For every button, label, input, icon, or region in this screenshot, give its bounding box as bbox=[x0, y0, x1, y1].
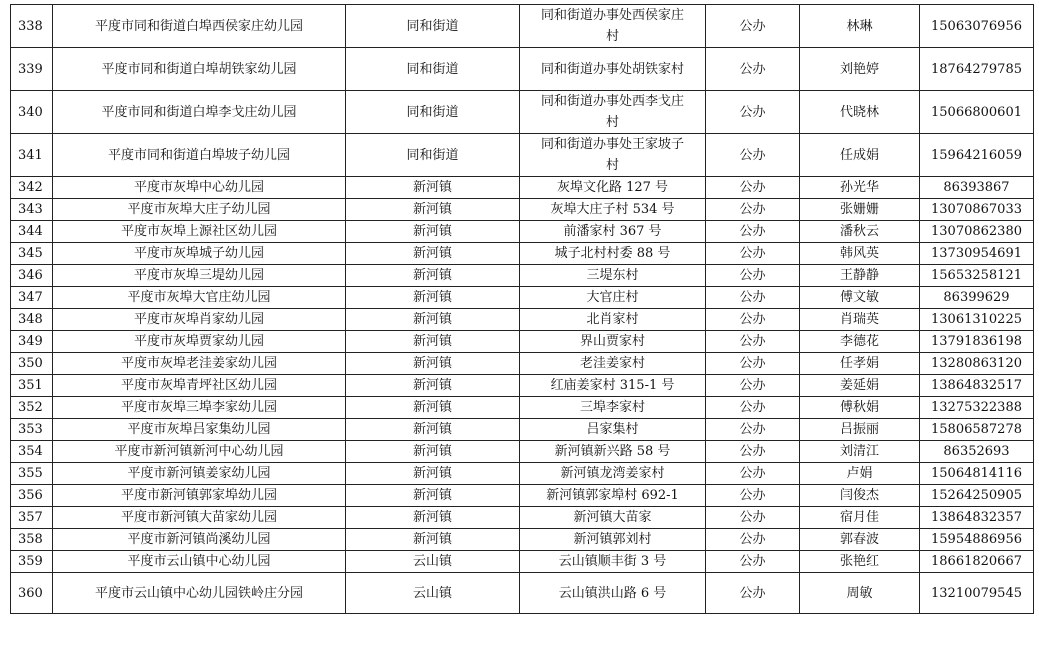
school-type-cell: 公办 bbox=[706, 199, 800, 221]
kindergarten-name-cell: 平度市灰埠三埠李家幼儿园 bbox=[53, 397, 346, 419]
kindergarten-name-cell: 平度市同和街道白埠李戈庄幼儿园 bbox=[53, 91, 346, 134]
contact-person-cell: 代晓林 bbox=[800, 91, 920, 134]
town-name-cell: 新河镇 bbox=[346, 507, 520, 529]
address-cell: 城子北村村委 88 号 bbox=[520, 243, 706, 265]
phone-number-cell: 13730954691 bbox=[920, 243, 1034, 265]
contact-person-cell: 王静静 bbox=[800, 265, 920, 287]
kindergarten-name-cell: 平度市灰埠大官庄幼儿园 bbox=[53, 287, 346, 309]
phone-number-cell: 13864832517 bbox=[920, 375, 1034, 397]
address-cell: 灰埠大庄子村 534 号 bbox=[520, 199, 706, 221]
row-number-cell: 357 bbox=[11, 507, 53, 529]
table-row bbox=[11, 463, 1034, 485]
table-row bbox=[11, 199, 1034, 221]
town-name-cell: 云山镇 bbox=[346, 551, 520, 573]
contact-person-cell: 林琳 bbox=[800, 5, 920, 48]
table-row bbox=[11, 265, 1034, 287]
table-row bbox=[11, 5, 1034, 48]
town-name-cell: 同和街道 bbox=[346, 91, 520, 134]
table-row bbox=[11, 353, 1034, 375]
address-cell: 新河镇郭家埠村 692-1 bbox=[520, 485, 706, 507]
phone-number-cell: 13275322388 bbox=[920, 397, 1034, 419]
address-cell: 同和街道办事处王家坡子村 bbox=[520, 134, 706, 177]
table-row bbox=[11, 91, 1034, 134]
table-row bbox=[11, 134, 1034, 177]
address-cell: 前潘家村 367 号 bbox=[520, 221, 706, 243]
phone-number-cell: 86399629 bbox=[920, 287, 1034, 309]
kindergarten-name-cell: 平度市同和街道白埠坡子幼儿园 bbox=[53, 134, 346, 177]
school-type-cell: 公办 bbox=[706, 91, 800, 134]
kindergarten-name-cell: 平度市新河镇郭家埠幼儿园 bbox=[53, 485, 346, 507]
town-name-cell: 新河镇 bbox=[346, 485, 520, 507]
town-name-cell: 新河镇 bbox=[346, 419, 520, 441]
school-type-cell: 公办 bbox=[706, 419, 800, 441]
kindergarten-name-cell: 平度市新河镇大苗家幼儿园 bbox=[53, 507, 346, 529]
kindergarten-name-cell: 平度市云山镇中心幼儿园 bbox=[53, 551, 346, 573]
phone-number-cell: 13210079545 bbox=[920, 573, 1034, 614]
kindergarten-name-cell: 平度市新河镇新河中心幼儿园 bbox=[53, 441, 346, 463]
row-number-cell: 360 bbox=[11, 573, 53, 614]
town-name-cell: 新河镇 bbox=[346, 199, 520, 221]
contact-person-cell: 刘艳婷 bbox=[800, 48, 920, 91]
row-number-cell: 359 bbox=[11, 551, 53, 573]
address-cell: 同和街道办事处胡铁家村 bbox=[520, 48, 706, 91]
table-row bbox=[11, 221, 1034, 243]
table-row bbox=[11, 309, 1034, 331]
phone-number-cell: 13070862380 bbox=[920, 221, 1034, 243]
contact-person-cell: 宿月佳 bbox=[800, 507, 920, 529]
contact-person-cell: 傅秋娟 bbox=[800, 397, 920, 419]
row-number-cell: 354 bbox=[11, 441, 53, 463]
row-number-cell: 341 bbox=[11, 134, 53, 177]
address-cell: 北肖家村 bbox=[520, 309, 706, 331]
address-cell: 红庙姜家村 315-1 号 bbox=[520, 375, 706, 397]
kindergarten-name-cell: 平度市灰埠上源社区幼儿园 bbox=[53, 221, 346, 243]
school-type-cell: 公办 bbox=[706, 529, 800, 551]
contact-person-cell: 张艳红 bbox=[800, 551, 920, 573]
address-cell: 新河镇龙湾姜家村 bbox=[520, 463, 706, 485]
contact-person-cell: 潘秋云 bbox=[800, 221, 920, 243]
address-cell: 大官庄村 bbox=[520, 287, 706, 309]
town-name-cell: 新河镇 bbox=[346, 441, 520, 463]
row-number-cell: 348 bbox=[11, 309, 53, 331]
town-name-cell: 新河镇 bbox=[346, 287, 520, 309]
kindergarten-name-cell: 平度市新河镇尚溪幼儿园 bbox=[53, 529, 346, 551]
row-number-cell: 358 bbox=[11, 529, 53, 551]
address-cell: 吕家集村 bbox=[520, 419, 706, 441]
school-type-cell: 公办 bbox=[706, 134, 800, 177]
row-number-cell: 350 bbox=[11, 353, 53, 375]
town-name-cell: 新河镇 bbox=[346, 375, 520, 397]
town-name-cell: 新河镇 bbox=[346, 529, 520, 551]
address-cell: 界山贾家村 bbox=[520, 331, 706, 353]
town-name-cell: 新河镇 bbox=[346, 243, 520, 265]
school-type-cell: 公办 bbox=[706, 331, 800, 353]
contact-person-cell: 闫俊杰 bbox=[800, 485, 920, 507]
contact-person-cell: 傅文敏 bbox=[800, 287, 920, 309]
row-number-cell: 353 bbox=[11, 419, 53, 441]
row-number-cell: 352 bbox=[11, 397, 53, 419]
contact-person-cell: 任成娟 bbox=[800, 134, 920, 177]
town-name-cell: 同和街道 bbox=[346, 134, 520, 177]
table-row bbox=[11, 243, 1034, 265]
kindergarten-name-cell: 平度市灰埠城子幼儿园 bbox=[53, 243, 346, 265]
kindergarten-name-cell: 平度市同和街道白埠西侯家庄幼儿园 bbox=[53, 5, 346, 48]
contact-person-cell: 任孝娟 bbox=[800, 353, 920, 375]
school-type-cell: 公办 bbox=[706, 375, 800, 397]
contact-person-cell: 孙光华 bbox=[800, 177, 920, 199]
row-number-cell: 355 bbox=[11, 463, 53, 485]
contact-person-cell: 郭春波 bbox=[800, 529, 920, 551]
kindergarten-name-cell: 平度市灰埠中心幼儿园 bbox=[53, 177, 346, 199]
town-name-cell: 新河镇 bbox=[346, 397, 520, 419]
contact-person-cell: 李德花 bbox=[800, 331, 920, 353]
school-type-cell: 公办 bbox=[706, 243, 800, 265]
row-number-cell: 342 bbox=[11, 177, 53, 199]
contact-person-cell: 肖瑞英 bbox=[800, 309, 920, 331]
address-cell: 老洼姜家村 bbox=[520, 353, 706, 375]
kindergarten-name-cell: 平度市灰埠贾家幼儿园 bbox=[53, 331, 346, 353]
phone-number-cell: 18661820667 bbox=[920, 551, 1034, 573]
town-name-cell: 云山镇 bbox=[346, 573, 520, 614]
address-cell: 同和街道办事处西侯家庄村 bbox=[520, 5, 706, 48]
row-number-cell: 345 bbox=[11, 243, 53, 265]
phone-number-cell: 15954886956 bbox=[920, 529, 1034, 551]
row-number-cell: 346 bbox=[11, 265, 53, 287]
kindergarten-table bbox=[10, 4, 1034, 614]
kindergarten-name-cell: 平度市同和街道白埠胡铁家幼儿园 bbox=[53, 48, 346, 91]
phone-number-cell: 13061310225 bbox=[920, 309, 1034, 331]
row-number-cell: 338 bbox=[11, 5, 53, 48]
address-cell: 云山镇洪山路 6 号 bbox=[520, 573, 706, 614]
table-body bbox=[11, 5, 1034, 614]
phone-number-cell: 13280863120 bbox=[920, 353, 1034, 375]
phone-number-cell: 15964216059 bbox=[920, 134, 1034, 177]
phone-number-cell: 13791836198 bbox=[920, 331, 1034, 353]
address-cell: 新河镇新兴路 58 号 bbox=[520, 441, 706, 463]
town-name-cell: 同和街道 bbox=[346, 5, 520, 48]
contact-person-cell: 周敏 bbox=[800, 573, 920, 614]
phone-number-cell: 15653258121 bbox=[920, 265, 1034, 287]
school-type-cell: 公办 bbox=[706, 507, 800, 529]
kindergarten-name-cell: 平度市灰埠肖家幼儿园 bbox=[53, 309, 346, 331]
address-cell: 同和街道办事处西李戈庄村 bbox=[520, 91, 706, 134]
phone-number-cell: 13864832357 bbox=[920, 507, 1034, 529]
row-number-cell: 344 bbox=[11, 221, 53, 243]
table-row bbox=[11, 441, 1034, 463]
contact-person-cell: 姜延娟 bbox=[800, 375, 920, 397]
kindergarten-name-cell: 平度市灰埠老洼姜家幼儿园 bbox=[53, 353, 346, 375]
table-row bbox=[11, 375, 1034, 397]
row-number-cell: 351 bbox=[11, 375, 53, 397]
school-type-cell: 公办 bbox=[706, 463, 800, 485]
row-number-cell: 347 bbox=[11, 287, 53, 309]
school-type-cell: 公办 bbox=[706, 221, 800, 243]
address-cell: 新河镇郭刘村 bbox=[520, 529, 706, 551]
table-row bbox=[11, 573, 1034, 614]
school-type-cell: 公办 bbox=[706, 485, 800, 507]
phone-number-cell: 15064814116 bbox=[920, 463, 1034, 485]
table-row bbox=[11, 48, 1034, 91]
school-type-cell: 公办 bbox=[706, 265, 800, 287]
phone-number-cell: 13070867033 bbox=[920, 199, 1034, 221]
phone-number-cell: 86352693 bbox=[920, 441, 1034, 463]
phone-number-cell: 15066800601 bbox=[920, 91, 1034, 134]
town-name-cell: 新河镇 bbox=[346, 221, 520, 243]
address-cell: 新河镇大苗家 bbox=[520, 507, 706, 529]
table-row bbox=[11, 485, 1034, 507]
row-number-cell: 349 bbox=[11, 331, 53, 353]
table-row bbox=[11, 507, 1034, 529]
contact-person-cell: 韩风英 bbox=[800, 243, 920, 265]
address-cell: 三埠李家村 bbox=[520, 397, 706, 419]
table-row bbox=[11, 551, 1034, 573]
town-name-cell: 新河镇 bbox=[346, 265, 520, 287]
town-name-cell: 新河镇 bbox=[346, 463, 520, 485]
contact-person-cell: 刘清江 bbox=[800, 441, 920, 463]
town-name-cell: 新河镇 bbox=[346, 353, 520, 375]
address-cell: 灰埠文化路 127 号 bbox=[520, 177, 706, 199]
school-type-cell: 公办 bbox=[706, 573, 800, 614]
row-number-cell: 343 bbox=[11, 199, 53, 221]
school-type-cell: 公办 bbox=[706, 177, 800, 199]
kindergarten-name-cell: 平度市灰埠青坪社区幼儿园 bbox=[53, 375, 346, 397]
kindergarten-name-cell: 平度市灰埠吕家集幼儿园 bbox=[53, 419, 346, 441]
table-row bbox=[11, 331, 1034, 353]
kindergarten-name-cell: 平度市云山镇中心幼儿园铁岭庄分园 bbox=[53, 573, 346, 614]
table-row bbox=[11, 419, 1034, 441]
school-type-cell: 公办 bbox=[706, 287, 800, 309]
contact-person-cell: 张姗姗 bbox=[800, 199, 920, 221]
school-type-cell: 公办 bbox=[706, 48, 800, 91]
table-row bbox=[11, 529, 1034, 551]
town-name-cell: 同和街道 bbox=[346, 48, 520, 91]
phone-number-cell: 86393867 bbox=[920, 177, 1034, 199]
phone-number-cell: 15806587278 bbox=[920, 419, 1034, 441]
school-type-cell: 公办 bbox=[706, 397, 800, 419]
school-type-cell: 公办 bbox=[706, 441, 800, 463]
row-number-cell: 356 bbox=[11, 485, 53, 507]
phone-number-cell: 15264250905 bbox=[920, 485, 1034, 507]
phone-number-cell: 15063076956 bbox=[920, 5, 1034, 48]
kindergarten-name-cell: 平度市灰埠大庄子幼儿园 bbox=[53, 199, 346, 221]
contact-person-cell: 卢娟 bbox=[800, 463, 920, 485]
table-row bbox=[11, 287, 1034, 309]
row-number-cell: 339 bbox=[11, 48, 53, 91]
row-number-cell: 340 bbox=[11, 91, 53, 134]
address-cell: 三堤东村 bbox=[520, 265, 706, 287]
table-row bbox=[11, 397, 1034, 419]
school-type-cell: 公办 bbox=[706, 309, 800, 331]
kindergarten-name-cell: 平度市新河镇姜家幼儿园 bbox=[53, 463, 346, 485]
phone-number-cell: 18764279785 bbox=[920, 48, 1034, 91]
town-name-cell: 新河镇 bbox=[346, 177, 520, 199]
kindergarten-name-cell: 平度市灰埠三堤幼儿园 bbox=[53, 265, 346, 287]
school-type-cell: 公办 bbox=[706, 551, 800, 573]
town-name-cell: 新河镇 bbox=[346, 331, 520, 353]
contact-person-cell: 吕振丽 bbox=[800, 419, 920, 441]
town-name-cell: 新河镇 bbox=[346, 309, 520, 331]
table-row bbox=[11, 177, 1034, 199]
address-cell: 云山镇顺丰街 3 号 bbox=[520, 551, 706, 573]
school-type-cell: 公办 bbox=[706, 5, 800, 48]
school-type-cell: 公办 bbox=[706, 353, 800, 375]
